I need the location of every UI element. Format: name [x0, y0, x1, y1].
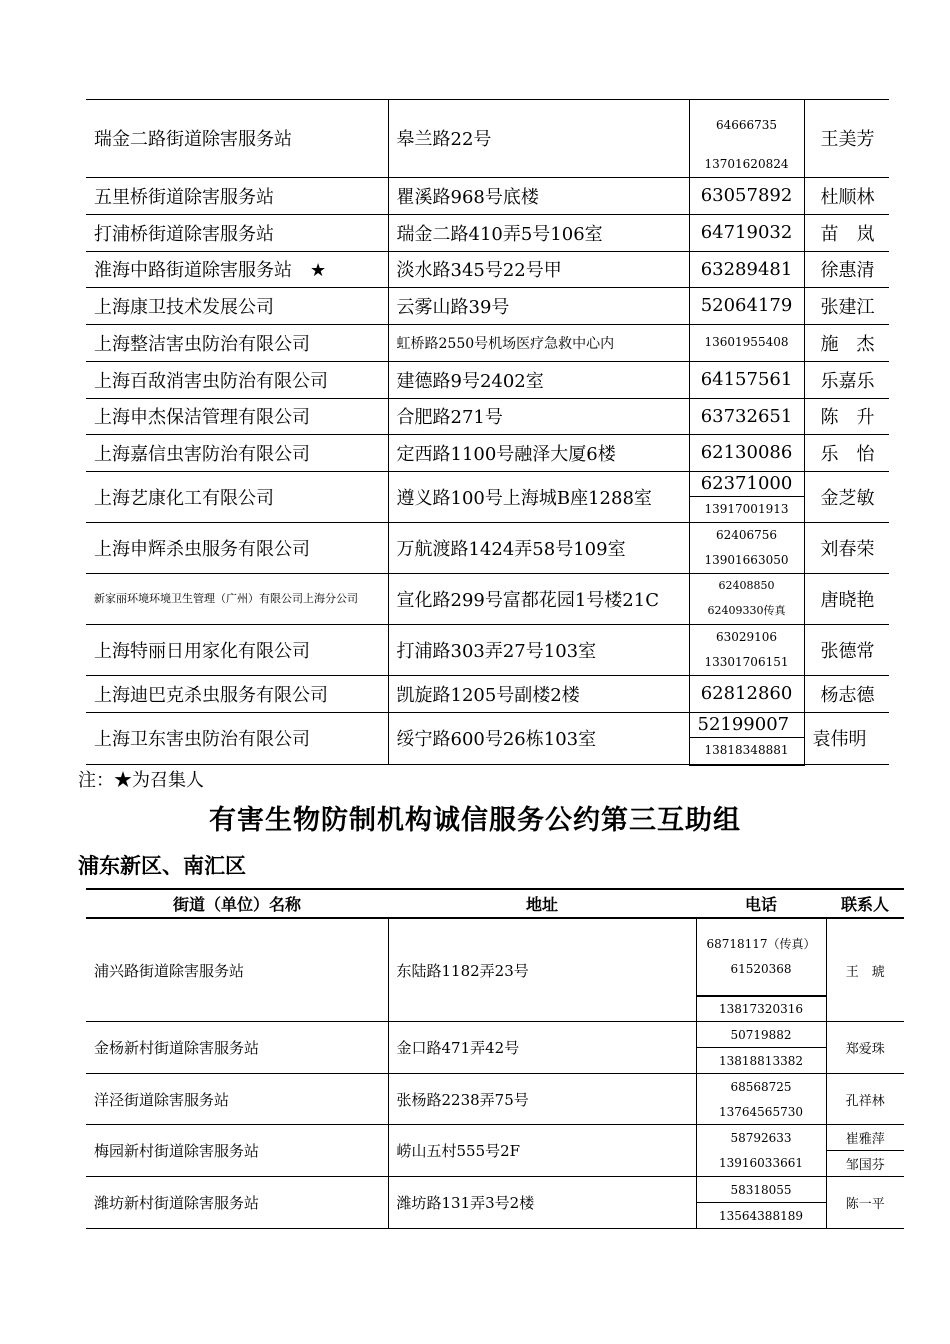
address: 绥宁路600号26栋103室: [388, 712, 689, 765]
contact-person: 苗 岚: [804, 214, 889, 251]
unit-name: 新家丽环境环境卫生管理（广州）有限公司上海分公司: [86, 573, 388, 624]
unit-name: 上海康卫技术发展公司: [86, 287, 388, 324]
address: 遵义路100号上海城B座1288室: [388, 471, 689, 522]
phone: 64719032: [689, 214, 804, 251]
contact-person: 杜顺林: [804, 177, 889, 214]
contact-person: 崔雅萍: [826, 1125, 904, 1151]
unit-name: 潍坊新村街道除害服务站: [86, 1177, 388, 1229]
phone: 52199007: [689, 712, 804, 737]
address: 建德路9号2402室: [388, 361, 689, 398]
address: 云雾山路39号: [388, 287, 689, 324]
contact-person: 乐 怡: [804, 434, 889, 471]
unit-name: 上海卫东害虫防治有限公司: [86, 712, 388, 765]
phone: 63732651: [689, 398, 804, 434]
table-row: [86, 100, 889, 152]
phone: 13764565730: [696, 1099, 826, 1125]
header-address: 地址: [388, 889, 696, 918]
table-row: [86, 522, 889, 548]
contact-person: 唐晓艳: [804, 573, 889, 624]
address: 皋兰路22号: [388, 100, 689, 178]
address: 瞿溪路968号底楼: [388, 177, 689, 214]
unit-name: 上海迪巴克杀虫服务有限公司: [86, 675, 388, 712]
phone: 13301706151: [689, 650, 804, 676]
contact-table-1: [86, 99, 889, 766]
convener-star-icon: ★: [310, 260, 327, 281]
unit-name: 上海特丽日用家化有限公司: [86, 624, 388, 675]
address: 宣化路299号富都花园1号楼21C: [388, 573, 689, 624]
table-row: [86, 361, 889, 398]
phone: 68568725: [696, 1074, 826, 1100]
table-row: [86, 675, 889, 712]
phone: 62409330传真: [689, 599, 804, 625]
contact-person: 施 杰: [804, 324, 889, 361]
contact-person: 陈一平: [826, 1177, 904, 1229]
phone-cell: [696, 918, 826, 996]
address: 崂山五村555号2F: [388, 1125, 696, 1177]
address: 张杨路2238弄75号: [388, 1074, 696, 1125]
unit-name: 打浦桥街道除害服务站: [86, 214, 388, 251]
table-header-row: [86, 889, 904, 918]
address: 合肥路271号: [388, 398, 689, 434]
contact-person: 孔祥林: [826, 1074, 904, 1125]
phone: 50719882: [696, 1022, 826, 1048]
address: 凯旋路1205号副楼2楼: [388, 675, 689, 712]
address: 瑞金二路410弄5号106室: [388, 214, 689, 251]
address: 打浦路303弄27号103室: [388, 624, 689, 675]
table-row: [86, 251, 889, 287]
phone: 64157561: [689, 361, 804, 398]
phone: 13601955408: [689, 324, 804, 361]
phone: 13818813382: [696, 1048, 826, 1074]
address: 虹桥路2550号机场医疗急救中心内: [388, 324, 689, 361]
table-row: [86, 1177, 904, 1203]
table-row: [86, 287, 889, 324]
unit-name-cell: [86, 251, 388, 287]
table-row: [86, 1074, 904, 1100]
phone: 13817320316: [696, 996, 826, 1022]
address: 淡水路345号22号甲: [388, 251, 689, 287]
convener-note: 注：★为召集人: [78, 770, 204, 791]
contact-person: 金芝敏: [804, 471, 889, 522]
table-row: [86, 624, 889, 650]
contact-person: 王美芳: [804, 100, 889, 178]
table-row: [86, 918, 904, 996]
contact-person: 张建江: [804, 287, 889, 324]
unit-name: 上海申杰保洁管理有限公司: [86, 398, 388, 434]
unit-name: 上海整洁害虫防治有限公司: [86, 324, 388, 361]
phone: 52064179: [689, 287, 804, 324]
table-row: [86, 434, 889, 471]
table-row: [86, 573, 889, 599]
contact-person: 张德常: [804, 624, 889, 675]
table-row: [86, 214, 889, 251]
contact-person: 邹国芬: [826, 1151, 904, 1177]
phone: 13701620824: [689, 152, 804, 178]
unit-name: 淮海中路街道除害服务站: [94, 260, 292, 281]
address: 潍坊路131弄3号2楼: [388, 1177, 696, 1229]
address: 东陆路1182弄23号: [388, 918, 696, 1022]
header-name: 街道（单位）名称: [86, 889, 388, 918]
unit-name: 上海百敌消害虫防治有限公司: [86, 361, 388, 398]
contact-person: 刘春荣: [804, 522, 889, 573]
phone: 62371000: [689, 471, 804, 496]
contact-table-2: [86, 888, 904, 1229]
contact-person: 杨志德: [804, 675, 889, 712]
unit-name: 五里桥街道除害服务站: [86, 177, 388, 214]
unit-name: 瑞金二路街道除害服务站: [86, 100, 388, 178]
phone: 13564388189: [696, 1203, 826, 1229]
unit-name: 梅园新村街道除害服务站: [86, 1125, 388, 1177]
phone: 58318055: [696, 1177, 826, 1203]
header-contact: 联系人: [826, 889, 904, 918]
unit-name: 洋泾街道除害服务站: [86, 1074, 388, 1125]
phone: 62812860: [689, 675, 804, 712]
phone: 61520368: [730, 962, 792, 976]
table-row: [86, 1125, 904, 1151]
unit-name: 金杨新村街道除害服务站: [86, 1022, 388, 1074]
phone: 64666735: [689, 100, 804, 152]
contact-person: 乐嘉乐: [804, 361, 889, 398]
table-row: [86, 712, 889, 737]
unit-name: 上海申辉杀虫服务有限公司: [86, 522, 388, 573]
contact-person: 王 琥: [826, 918, 904, 1022]
contact-person: 袁伟明: [804, 712, 889, 765]
contact-person: 徐惠清: [804, 251, 889, 287]
table-row: [86, 398, 889, 434]
header-phone: 电话: [696, 889, 826, 918]
phone: 13818348881: [689, 737, 804, 765]
address: 金口路471弄42号: [388, 1022, 696, 1074]
phone: 63289481: [689, 251, 804, 287]
phone: 68718117（传真）: [706, 937, 816, 951]
phone: 62406756: [689, 522, 804, 548]
table-row: [86, 324, 889, 361]
table-row: [86, 177, 889, 214]
phone: 63057892: [689, 177, 804, 214]
phone: 62408850: [689, 573, 804, 599]
contact-person: 陈 升: [804, 398, 889, 434]
phone: 63029106: [689, 624, 804, 650]
address: 万航渡路1424弄58号109室: [388, 522, 689, 573]
section-title: 有害生物防制机构诚信服务公约第三互助组: [209, 805, 741, 836]
phone: 13917001913: [689, 496, 804, 522]
unit-name: 浦兴路街道除害服务站: [86, 918, 388, 1022]
unit-name: 上海艺康化工有限公司: [86, 471, 388, 522]
table-row: [86, 471, 889, 496]
address: 定西路1100号融泽大厦6楼: [388, 434, 689, 471]
table-row: [86, 1022, 904, 1048]
district-heading: 浦东新区、南汇区: [78, 854, 246, 878]
phone: 13916033661: [696, 1151, 826, 1177]
phone: 58792633: [696, 1125, 826, 1151]
phone: 62130086: [689, 434, 804, 471]
phone: 13901663050: [689, 548, 804, 574]
contact-person: 郑爱珠: [826, 1022, 904, 1074]
unit-name: 上海嘉信虫害防治有限公司: [86, 434, 388, 471]
